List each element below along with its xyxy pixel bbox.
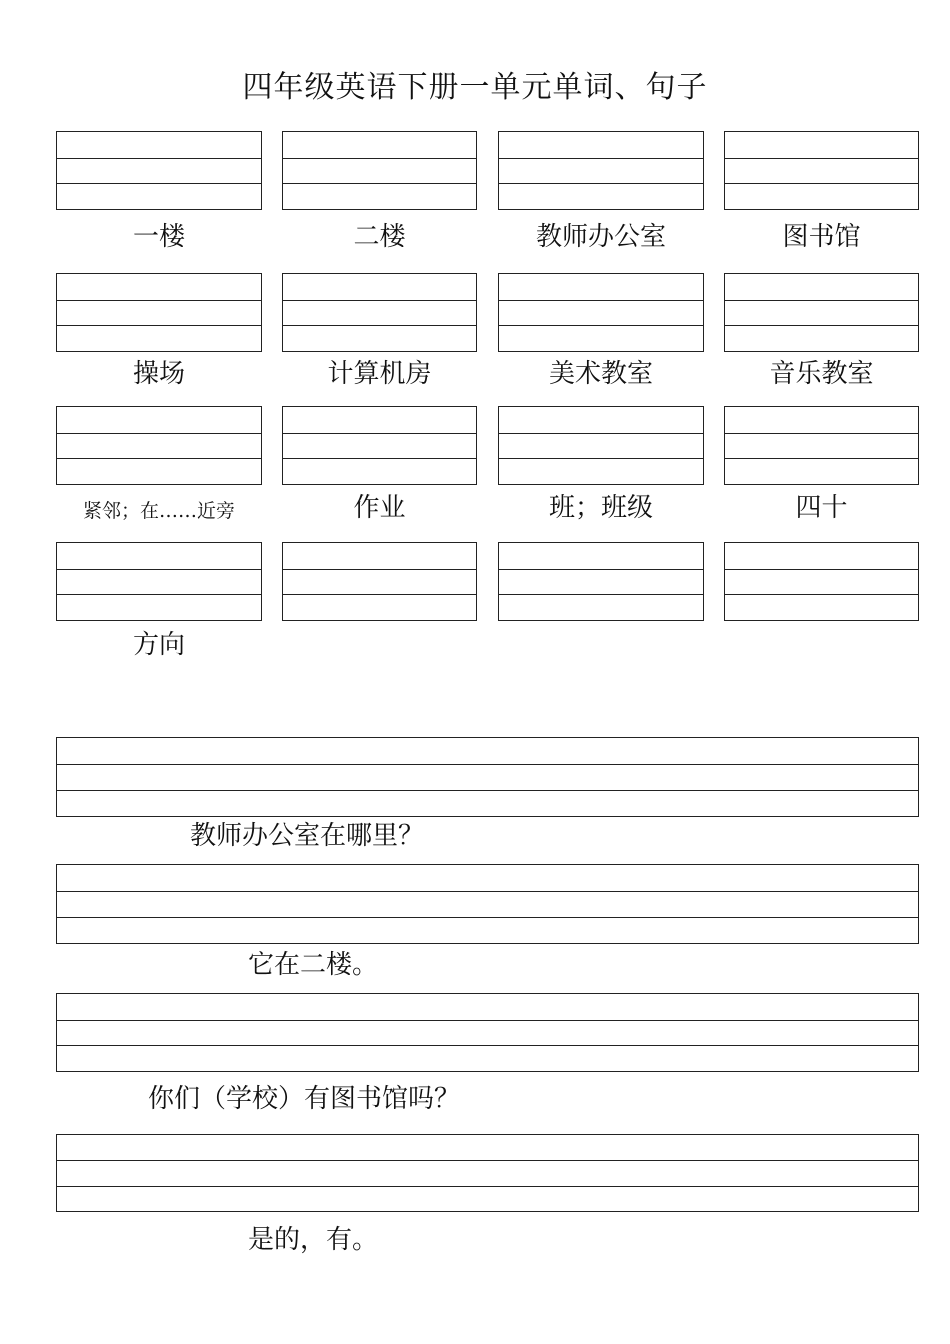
word-label: 音乐教室: [769, 359, 874, 389]
word-writing-box[interactable]: [724, 406, 919, 485]
word-label: 图书馆: [782, 222, 861, 252]
word-writing-box[interactable]: [282, 542, 477, 621]
word-writing-box[interactable]: [282, 406, 477, 485]
page-title: 四年级英语下册一单元单词、句子: [242, 70, 708, 105]
word-label: 二楼: [353, 222, 406, 252]
word-label: 作业: [353, 493, 406, 523]
word-writing-box[interactable]: [282, 273, 477, 352]
sentence-label: 教师办公室在哪里？: [190, 821, 425, 851]
word-label: 操场: [132, 359, 185, 389]
word-writing-box[interactable]: [56, 406, 262, 485]
word-label: 班；班级: [548, 493, 653, 523]
word-label: 四十: [795, 493, 848, 523]
sentence-label: 是的，有。: [248, 1225, 379, 1255]
sentence-writing-box[interactable]: [56, 1134, 919, 1212]
word-writing-box[interactable]: [56, 131, 262, 210]
word-writing-box[interactable]: [498, 406, 704, 485]
sentence-label: 你们（学校）有图书馆吗？: [148, 1084, 461, 1114]
word-label: 美术教室: [548, 359, 653, 389]
word-writing-box[interactable]: [724, 273, 919, 352]
sentence-label: 它在二楼。: [248, 950, 379, 980]
word-writing-box[interactable]: [724, 542, 919, 621]
word-label: 一楼: [132, 222, 185, 252]
word-label: 紧邻；在……近旁: [82, 500, 235, 522]
word-label: 计算机房: [327, 359, 432, 389]
sentence-writing-box[interactable]: [56, 737, 919, 817]
word-writing-box[interactable]: [282, 131, 477, 210]
word-writing-box[interactable]: [498, 131, 704, 210]
sentence-writing-box[interactable]: [56, 993, 919, 1072]
word-label: 教师办公室: [535, 222, 666, 252]
word-writing-box[interactable]: [56, 542, 262, 621]
sentence-writing-box[interactable]: [56, 864, 919, 944]
word-label: 方向: [132, 630, 185, 660]
word-writing-box[interactable]: [724, 131, 919, 210]
word-writing-box[interactable]: [56, 273, 262, 352]
word-writing-box[interactable]: [498, 542, 704, 621]
word-writing-box[interactable]: [498, 273, 704, 352]
